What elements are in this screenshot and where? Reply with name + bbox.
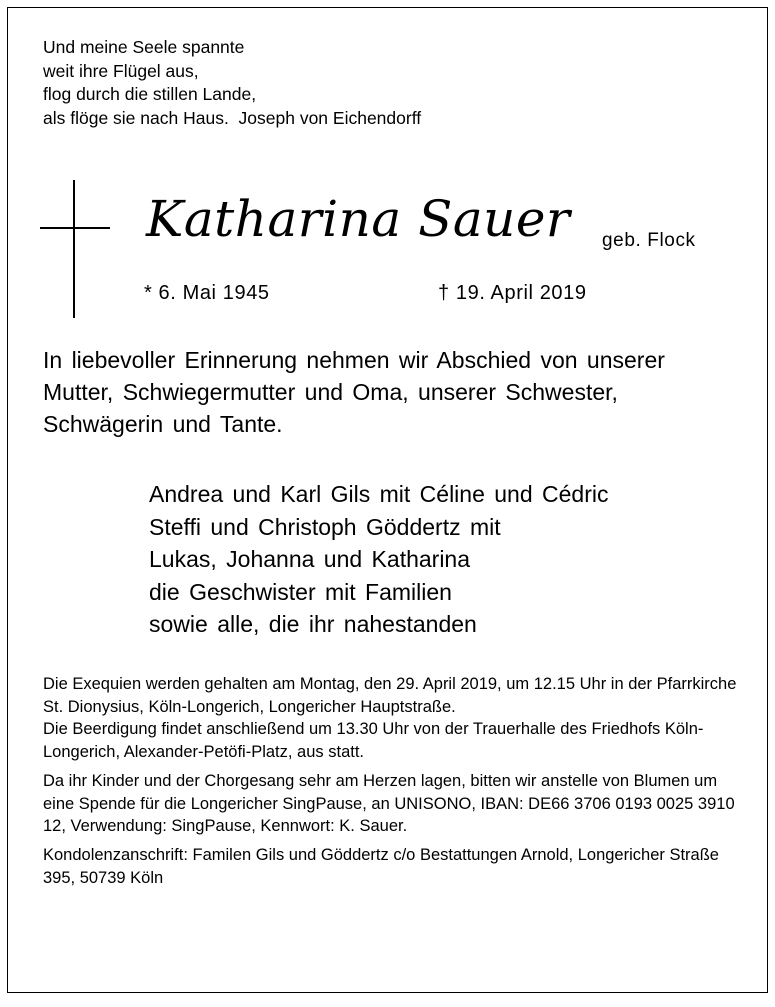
service-info	[43, 673, 738, 889]
deceased-name: Katharina Sauer	[146, 190, 571, 248]
mourner-line: Andrea und Karl Gils mit Céline und Cédric	[149, 481, 609, 507]
death-date: † 19. April 2019	[438, 282, 587, 304]
exequies-text: Die Exequien werden gehalten am Montag, den 29. April 2019, um 12.15 Uhr in der Pfarrkirche St. Dionysius, Köln-Longerich, Longericher Hauptstraße.	[43, 675, 737, 716]
donation-text: Da ihr Kinder und der Chorgesang sehr am Herzen lagen, bitten wir anstelle von Blumen um eine Spende für die Longericher SingPause, an UNISONO, IBAN: DE66 3706 0193 0025 3910 12, Verwendung: SingPause, Kennwort: K. Sauer.	[43, 771, 735, 836]
poem-line: weit ihre Flügel aus,	[43, 60, 199, 81]
maiden-name: geb. Flock	[602, 230, 696, 251]
cross-icon	[40, 180, 110, 320]
burial-text: Die Beerdigung findet anschließend um 13.30 Uhr von der Trauerhalle des Friedhofs Köln-Longerich, Alexander-Petöfi-Platz, aus statt.	[43, 720, 704, 762]
birth-date: * 6. Mai 1945	[144, 282, 270, 304]
poem-line: Und meine Seele spannte	[43, 37, 245, 57]
poem-line: als flöge sie nach Haus. Joseph von Eichendorff	[43, 107, 422, 128]
mourner-line: Lukas, Johanna und Katharina	[149, 546, 471, 572]
mourners-list	[149, 478, 608, 641]
mourner-line: sowie alle, die ihr nahestanden	[149, 611, 477, 637]
mourner-line: Steffi und Christoph Göddertz mit	[149, 513, 501, 540]
farewell-text: In liebevoller Erinnerung nehmen wir Abschied von unserer Mutter, Schwiegermutter und Oma, unserer Schwester, Schwägerin und Tante.	[43, 347, 665, 437]
mourner-line: die Geschwister mit Familien	[149, 578, 452, 605]
poem	[43, 36, 421, 130]
condolence-address: Kondolenzanschrift: Familen Gils und Göddertz c/o Bestattungen Arnold, Longericher Straße 395, 50739 Köln	[43, 845, 719, 887]
obituary-notice	[7, 7, 768, 993]
poem-line: flog durch die stillen Lande,	[43, 84, 257, 104]
